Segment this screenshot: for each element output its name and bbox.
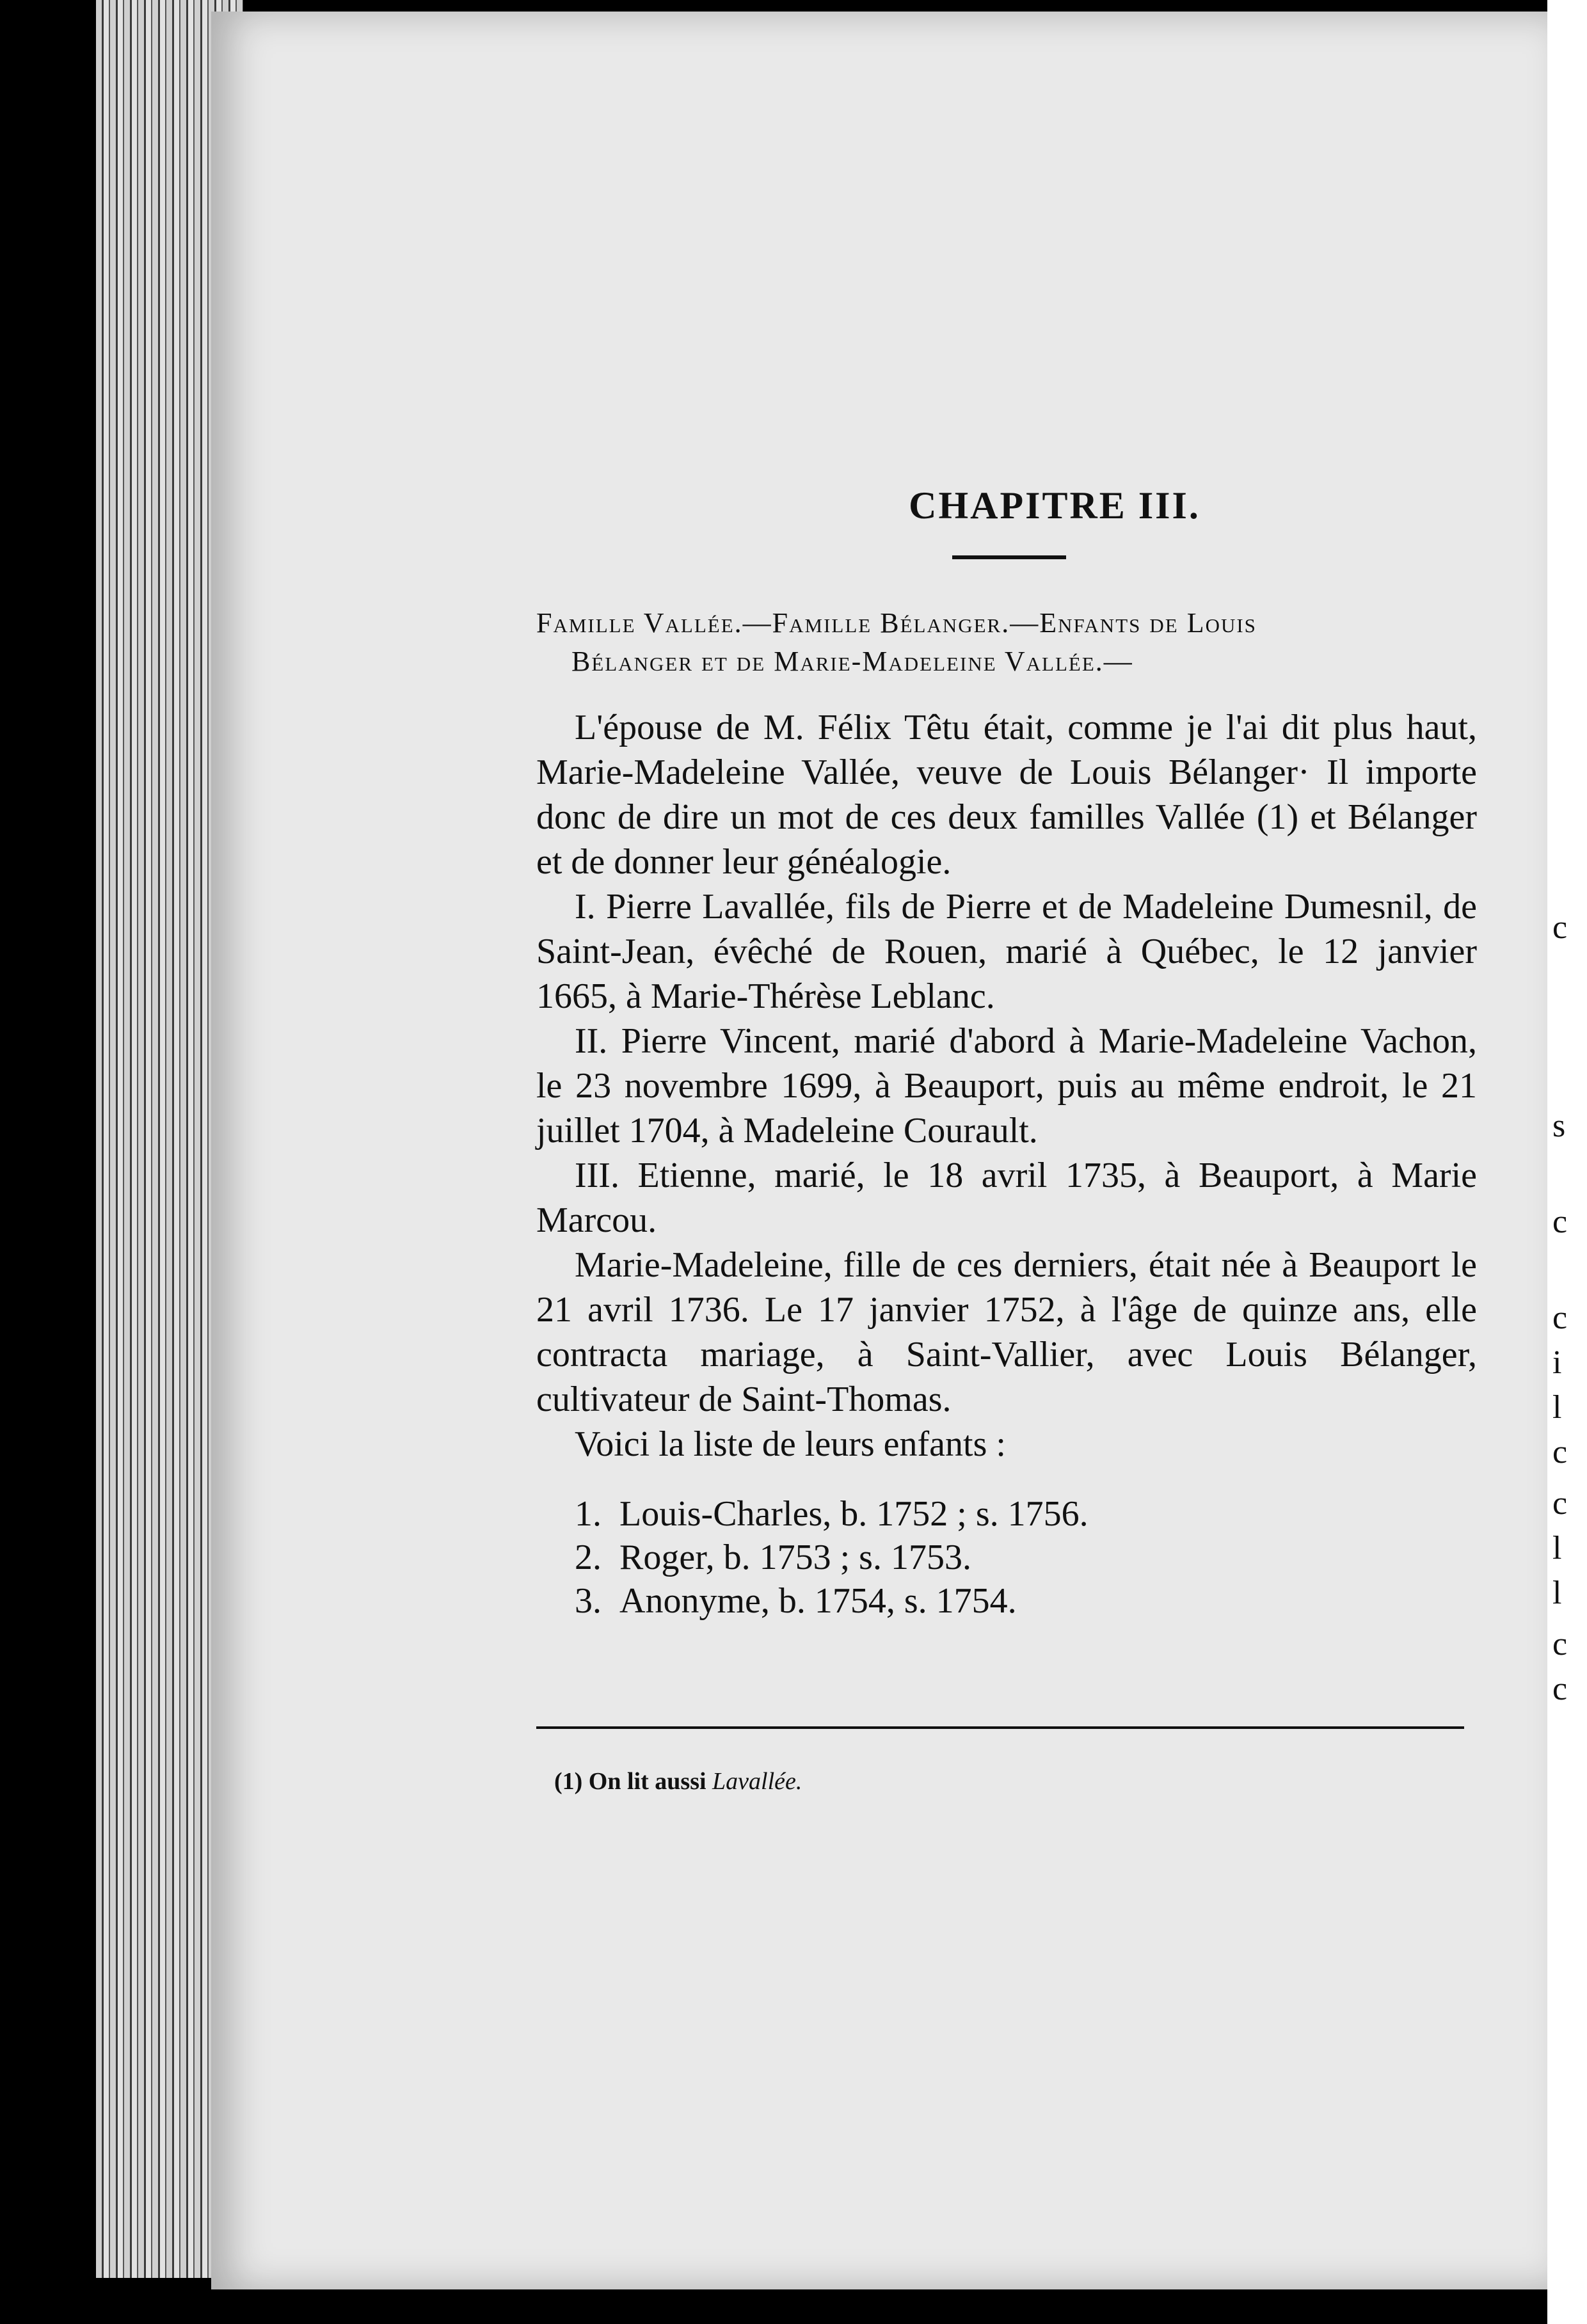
paragraph: L'épouse de M. Félix Têtu était, comme je l'ai dit plus haut, Marie-Madeleine Vallée, veuve de Louis Bélanger· Il importe donc de dire un mot de ces deux familles Vallée (1) et Bélanger et de donner leur généalogie. [536, 708, 1477, 882]
margin-glyph: l [1552, 1530, 1562, 1566]
list-number: 1. [575, 1494, 602, 1534]
list-number: 3. [575, 1581, 602, 1621]
title-rule [952, 555, 1066, 559]
adjacent-page-strip [1547, 0, 1587, 2324]
chapter-body [536, 486, 1477, 1623]
summary-line: Bélanger et de Marie-Madeleine Vallée.— [571, 646, 1133, 677]
list-item [575, 1492, 1477, 1536]
paragraph: I. Pierre Lavallée, fils de Pierre et de Madeleine Dumesnil, de Saint-Jean, évêché de Rouen, marié à Québec, le 12 janvier 1665, à Marie-Thérèse Leblanc. [536, 887, 1477, 1016]
footnote-rule [536, 1726, 1464, 1729]
chapter-title: CHAPITRE III. [909, 484, 1200, 527]
margin-glyph: c [1552, 1434, 1568, 1470]
summary-line: Famille Vallée.—Famille Bélanger.—Enfants de Louis [536, 607, 1257, 639]
chapter-summary [536, 604, 1477, 681]
footnote [554, 1767, 802, 1795]
list-item [575, 1579, 1477, 1623]
paragraph: Marie-Madeleine, fille de ces derniers, était née à Beauport le 21 avril 1736. Le 17 janvier 1752, à l'âge de quinze ans, elle contracta mariage, à Saint-Vallier, avec Louis Bélanger, cultivateur de Saint-Thomas. [536, 1245, 1477, 1419]
children-list [536, 1492, 1477, 1623]
margin-glyph: l [1552, 1389, 1562, 1426]
list-text: Roger, b. 1753 ; s. 1753. [619, 1538, 971, 1577]
footnote-text: (1) On lit aussi [554, 1768, 713, 1795]
margin-glyph: c [1552, 1485, 1568, 1522]
list-text: Anonyme, b. 1754, s. 1754. [619, 1581, 1017, 1621]
margin-glyph: c [1552, 1300, 1568, 1336]
margin-glyph: c [1552, 1204, 1568, 1240]
list-item [575, 1536, 1477, 1579]
list-text: Louis-Charles, b. 1752 ; s. 1756. [619, 1494, 1089, 1534]
margin-glyph: c [1552, 1626, 1568, 1662]
paragraph: Voici la liste de leurs enfants : [575, 1424, 1006, 1464]
margin-glyph: c [1552, 909, 1568, 946]
margin-glyph: s [1552, 1108, 1566, 1144]
margin-glyph: i [1552, 1344, 1562, 1381]
margin-glyph: l [1552, 1575, 1562, 1611]
paragraph: III. Etienne, marié, le 18 avril 1735, à Beauport, à Marie Marcou. [536, 1156, 1477, 1240]
margin-glyph: c [1552, 1671, 1568, 1707]
footnote-italic: Lavallée. [712, 1768, 802, 1795]
list-number: 2. [575, 1538, 602, 1577]
paragraph: II. Pierre Vincent, marié d'abord à Marie-Madeleine Vachon, le 23 novembre 1699, à Beauport, puis au même endroit, le 21 juillet 1704, à Madeleine Courault. [536, 1021, 1477, 1150]
